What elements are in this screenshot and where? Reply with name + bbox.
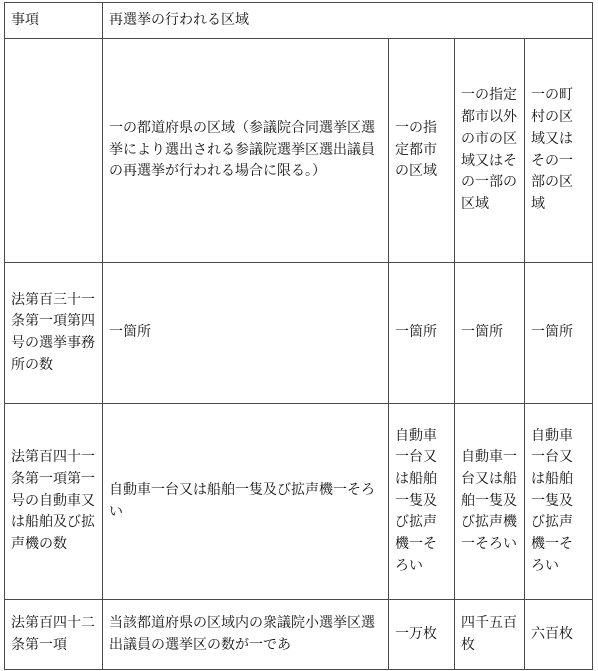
table-row xyxy=(5,600,593,670)
law-table xyxy=(4,2,593,670)
item-cell: 法第百四十二条第一項 xyxy=(5,600,103,670)
prefecture-cell: 当該都道府県の区域内の衆議院小選挙区選出議員の選挙区の数が一であ xyxy=(103,600,389,670)
designated-city-cell: 一万枚 xyxy=(389,600,455,670)
region-item-cell xyxy=(5,39,103,263)
designated-city-cell: 自動車一台又は船舶一隻及び拡声機一そろい xyxy=(389,404,455,600)
header-item-cell: 事項 xyxy=(5,3,103,39)
other-city-cell: 自動車一台又は船舶一隻及び拡声機一そろい xyxy=(455,404,525,600)
table-row xyxy=(5,404,593,600)
town-village-cell: 自動車一台又は船舶一隻及び拡声機一そろい xyxy=(525,404,593,600)
other-city-cell: 四千五百枚 xyxy=(455,600,525,670)
region-prefecture-cell: 一の都道府県の区域（参議院合同選挙区選挙により選出される参議院選挙区選出議員の再選挙が行われる場合に限る。） xyxy=(103,39,389,263)
region-designated-city-cell: 一の指定都市の区域 xyxy=(389,39,455,263)
region-row xyxy=(5,39,593,263)
prefecture-cell: 自動車一台又は船舶一隻及び拡声機一そろい xyxy=(103,404,389,600)
table-row xyxy=(5,263,593,404)
header-row xyxy=(5,3,593,39)
region-other-city-cell: 一の指定都市以外の市の区域又はその一部の区域 xyxy=(455,39,525,263)
town-village-cell: 六百枚 xyxy=(525,600,593,670)
prefecture-cell: 一箇所 xyxy=(103,263,389,404)
header-region-cell: 再選挙の行われる区域 xyxy=(103,3,593,39)
item-cell: 法第百四十一条第一項第一号の自動車又は船舶及び拡声機の数 xyxy=(5,404,103,600)
town-village-cell: 一箇所 xyxy=(525,263,593,404)
designated-city-cell: 一箇所 xyxy=(389,263,455,404)
item-cell: 法第百三十一条第一項第四号の選挙事務所の数 xyxy=(5,263,103,404)
region-town-village-cell: 一の町村の区域又はその一部の区域 xyxy=(525,39,593,263)
other-city-cell: 一箇所 xyxy=(455,263,525,404)
